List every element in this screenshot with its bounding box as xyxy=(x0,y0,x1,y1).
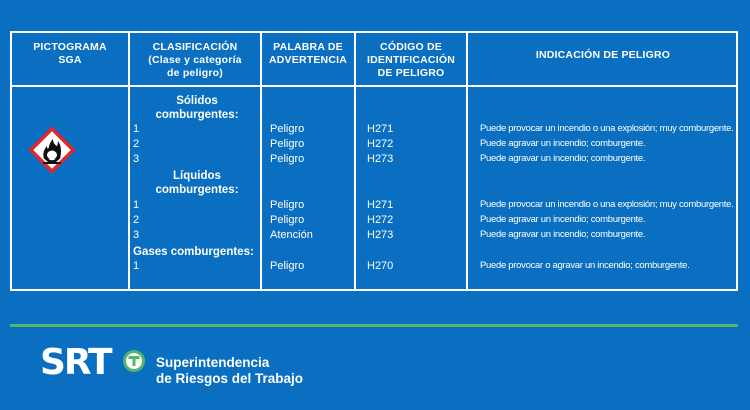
row-category: 1 xyxy=(133,260,140,272)
logo-line1: Superintendencia xyxy=(156,355,270,370)
row-indication: Puede agravar un incendio; comburgente. xyxy=(480,153,646,164)
hazard-table xyxy=(10,31,738,291)
row-category: 3 xyxy=(133,153,140,165)
row-code: H272 xyxy=(367,214,394,226)
header-codigo: CÓDIGO DE IDENTIFICACIÓN DE PELIGRO xyxy=(367,41,455,79)
row-code: H272 xyxy=(367,138,394,150)
row-category: 1 xyxy=(133,123,140,135)
logo-name xyxy=(156,355,303,387)
group-title-gases: Gases comburgentes: xyxy=(133,246,254,258)
row-word: Peligro xyxy=(270,260,305,272)
logo-t-circle-icon xyxy=(122,349,146,373)
header-clasificacion: CLASIFICACIÓN (Clase y categoría de peligro) xyxy=(148,41,242,79)
logo-line2: de Riesgos del Trabajo xyxy=(156,371,304,386)
row-word: Peligro xyxy=(270,214,305,226)
row-word: Peligro xyxy=(270,138,305,150)
row-indication: Puede provocar o agravar un incendio; comburgente. xyxy=(480,260,690,271)
header-pictograma: PICTOGRAMA SGA xyxy=(33,41,107,66)
row-code: H270 xyxy=(367,260,394,272)
logo-acronym: SRT xyxy=(40,342,111,383)
row-indication: Puede agravar un incendio; comburgente. xyxy=(480,138,646,149)
row-category: 2 xyxy=(133,214,140,226)
row-word: Peligro xyxy=(270,153,305,165)
header-indicacion: INDICACIÓN DE PELIGRO xyxy=(535,49,671,61)
row-code: H271 xyxy=(367,123,394,135)
flame-over-circle-icon xyxy=(27,125,77,175)
row-indication: Puede agravar un incendio; comburgente. xyxy=(480,214,646,225)
row-code: H273 xyxy=(367,229,394,241)
header-palabra: PALABRA DE ADVERTENCIA xyxy=(268,41,348,66)
row-code: H271 xyxy=(367,199,394,211)
row-code: H273 xyxy=(367,153,394,165)
group-title-liquidos: Líquidos comburgentes: xyxy=(155,170,239,196)
group-title-solidos: Sólidos comburgentes: xyxy=(155,95,239,121)
row-indication: Puede agravar un incendio; comburgente. xyxy=(480,229,646,240)
row-category: 2 xyxy=(133,138,140,150)
row-category: 1 xyxy=(133,199,140,211)
row-category: 3 xyxy=(133,229,140,241)
row-word: Atención xyxy=(270,229,313,241)
row-indication: Puede provocar un incendio o una explosión; muy comburgente. xyxy=(480,123,734,134)
row-indication: Puede provocar un incendio o una explosión; muy comburgente. xyxy=(480,199,734,210)
divider-line xyxy=(10,324,738,327)
row-word: Peligro xyxy=(270,123,305,135)
header-divider xyxy=(12,85,736,87)
row-word: Peligro xyxy=(270,199,305,211)
